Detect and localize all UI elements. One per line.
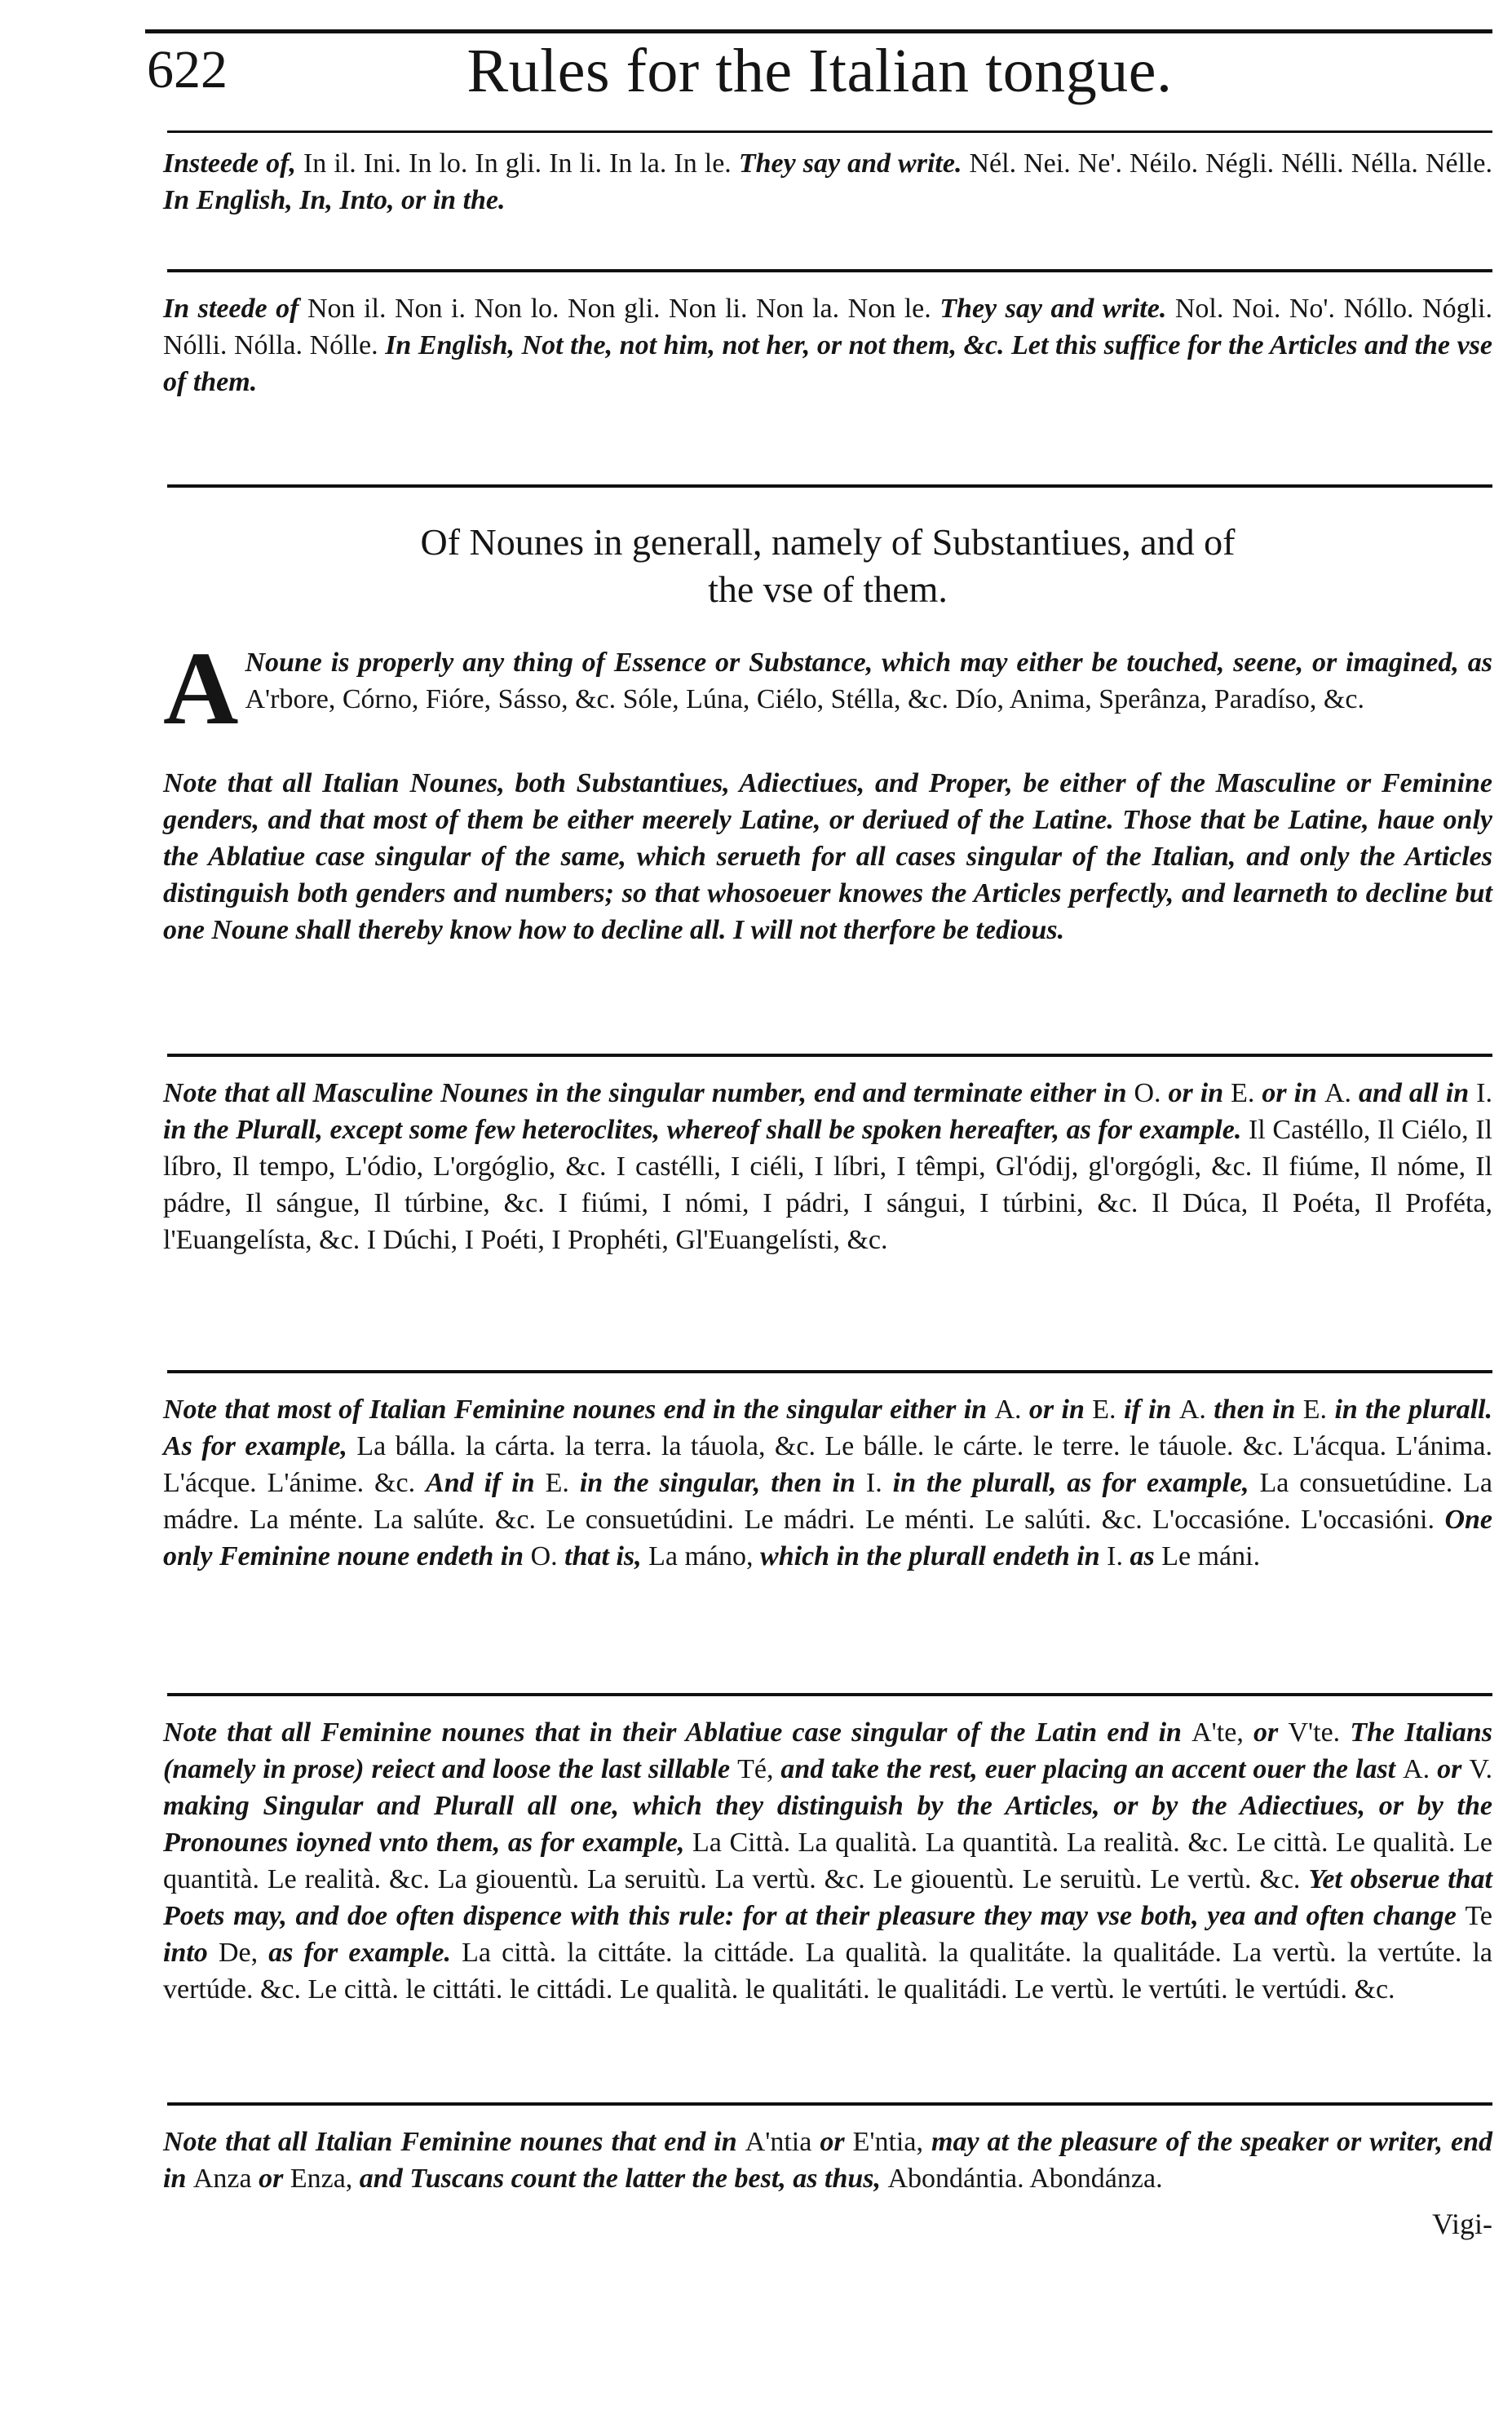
italic-text-run: and take the rest, euer placing an accent ouer the last	[780, 1754, 1404, 1784]
roman-text-run: A'rbore, Córno, Fióre, Sásso, &c. Sóle, Lúna, Ciélo, Stélla, &c. Dío, Anima, Sperânza, Paradíso, &c.	[245, 684, 1364, 714]
paragraph-feminine-antia-entia	[163, 2124, 1492, 2197]
roman-text-run: De,	[218, 1938, 269, 1968]
italic-text-run: in the plurall. As for example,	[163, 1395, 1492, 1461]
roman-text-run: Non il. Non i. Non lo. Non gli. Non li. Non la. Non le.	[307, 294, 940, 324]
italic-text-run: into	[163, 1938, 219, 1968]
page-header	[147, 31, 1492, 129]
roman-text-run: La máno,	[648, 1541, 761, 1571]
roman-text-run: In il. Ini. In lo. In gli. In li. In la. In le.	[303, 148, 739, 179]
roman-text-run: Nol. Noi. No'. Nóllo. Nógli. Nólli. Nólla. Nólle.	[163, 294, 1492, 360]
paragraph-articles-in	[163, 145, 1492, 219]
italic-text-run: or in	[1028, 1395, 1093, 1425]
italic-text-run: may at the pleasure of the speaker or writer, end in	[163, 2127, 1492, 2194]
italic-text-run: and Tuscans count the latter the best, as thus,	[359, 2164, 888, 2194]
italic-text-run: In English, In, Into, or in the.	[163, 185, 506, 215]
italic-text-run: In English, Not the, not him, not her, or not them, &c. Let this suffice for the Articles and the vse of them.	[163, 330, 1492, 397]
italic-text-run: as for example.	[268, 1938, 462, 1968]
italic-text-run: Note that all Italian Nounes, both Substantiues, Adiectiues, and Proper, be either of the Masculine or Feminine genders, and that most of them be either meerely Latine, or deriued of the Latine. Those that be Latine, haue only the Ablatiue case singular of the same, which serueth for all cases singular of the Italian, and only the Articles distinguish both genders and numbers; so that whosoeuer knowes the Articles perfectly, and learneth to decline but one Noune shall thereby know how to decline all. I will not therfore be tedious.	[163, 768, 1492, 945]
roman-text-run: Nél. Nei. Ne'. Néilo. Négli. Nélli. Nélla. Nélle.	[969, 148, 1493, 179]
italic-text-run: which in the plurall endeth in	[760, 1541, 1107, 1571]
roman-text-run: Il Castéllo, Il Ciélo, Il líbro, Il tempo, L'ódio, L'orgóglio, &c. I castélli, I ciéli, I líbri, I têmpi, Gl'ódij, gl'orgógli, &c. Il fiúme, Il nóme, Il pádre, Il sángue, Il túrbine, &c. I fiúmi, I nómi, I pádri, I sángui, I túrbini, &c. Il Dúca, Il Poéta, Il Proféta, l'Euangelísta, &c. I Dúchi, I Poéti, I Prophéti, Gl'Euangelísti, &c.	[163, 1115, 1492, 1255]
italic-text-run: or in	[1262, 1078, 1324, 1108]
section-heading-line-1: Of Nounes in generall, namely of Substantiues, and of	[420, 521, 1236, 563]
paragraph-masculine-nounes	[163, 1075, 1492, 1258]
italic-text-run: One only Feminine noune endeth in	[163, 1505, 1492, 1571]
italic-text-run: or	[1437, 1754, 1470, 1784]
roman-text-run: Te	[1465, 1901, 1492, 1931]
header-rule	[167, 130, 1492, 133]
running-title: Rules for the Italian tongue.	[466, 37, 1173, 105]
roman-text-run: A.	[1403, 1754, 1438, 1784]
italic-text-run: Note that all Feminine nounes that in their Ablatiue case singular of the Latin end in	[163, 1717, 1192, 1748]
italic-text-run: as	[1130, 1541, 1162, 1571]
section-heading	[163, 519, 1492, 613]
page-number: 622	[147, 40, 228, 99]
roman-text-run: La consuetúdine. La mádre. La ménte. La salúte. &c. Le consuetúdini. Le mádri. Le ménti. Le salúti. &c. L'occasióne. L'occasióni.	[163, 1468, 1492, 1535]
italic-text-run: in the singular, then in	[579, 1468, 866, 1498]
divider-rule	[167, 2102, 1492, 2106]
italic-text-run: if in	[1123, 1395, 1179, 1425]
italic-text-run: and all in	[1359, 1078, 1477, 1108]
section-heading-line-2: the vse of them.	[708, 568, 948, 610]
section-intro	[163, 630, 1492, 746]
paragraph-articles-non	[163, 290, 1492, 400]
paragraph-feminine-nounes	[163, 1391, 1492, 1575]
divider-rule	[167, 1054, 1492, 1057]
italic-text-run: Note that all Masculine Nounes in the singular number, end and terminate either in	[163, 1078, 1134, 1108]
italic-text-run: And if in	[426, 1468, 546, 1498]
roman-text-run: Anza	[192, 2164, 259, 2194]
italic-text-run: Noune is properly any thing of Essence or Substance, which may either be touched, seene, or imagined, as	[245, 648, 1492, 678]
italic-text-run: or	[820, 2127, 853, 2157]
divider-rule	[167, 1370, 1492, 1373]
roman-text-run: V'te.	[1288, 1717, 1351, 1748]
roman-text-run: La bálla. la cárta. la terra. la táuola, &c. Le bálle. le cárte. le terre. le táuole. &c. L'ácqua. L'ánima. L'ácque. L'ánime. &c.	[163, 1431, 1492, 1498]
roman-text-run: La Città. La qualità. La quantità. La realità. &c. Le città. Le qualità. Le quantità. Le realità. &c. La giouentù. La seruitù. La vertù. &c. Le giouentù. Le seruitù. Le vertù. &c.	[163, 1828, 1492, 1894]
roman-text-run: O.	[530, 1541, 565, 1571]
italic-text-run: Insteede of,	[163, 148, 303, 179]
roman-text-run: Té,	[737, 1754, 781, 1784]
italic-text-run: in the plurall, as for example,	[892, 1468, 1260, 1498]
italic-text-run: making Singular and Plurall all one, which they distinguish by the Articles, or by the Adiectiues, or by the Pronounes ioyned vnto them, as for example,	[163, 1791, 1492, 1858]
italic-text-run: or	[259, 2164, 290, 2194]
roman-text-run: A'te,	[1191, 1717, 1254, 1748]
section-note	[163, 765, 1492, 948]
roman-text-run: I.	[1476, 1078, 1492, 1108]
roman-text-run: Abondántia. Abondánza.	[887, 2164, 1163, 2194]
italic-text-run: in the Plurall, except some few heteroclites, whereof shall be spoken hereafter, as for example.	[163, 1115, 1249, 1145]
italic-text-run: Yet obserue that Poets may, and doe often dispence with this rule: for at their pleasure they may vse both, yea and often change	[163, 1864, 1492, 1931]
divider-rule	[167, 269, 1492, 272]
italic-text-run: then in	[1214, 1395, 1303, 1425]
paragraph-feminine-ate-ute	[163, 1714, 1492, 2008]
italic-text-run: or in	[1168, 1078, 1231, 1108]
drop-cap: A	[163, 630, 239, 746]
italic-text-run: They say and write.	[738, 148, 970, 179]
roman-text-run: E.	[1231, 1078, 1262, 1108]
roman-text-run: Le máni.	[1161, 1541, 1261, 1571]
roman-text-run: Enza,	[290, 2164, 360, 2194]
italic-text-run: In steede of	[163, 294, 307, 324]
divider-rule	[167, 1693, 1492, 1696]
roman-text-run: O.	[1134, 1078, 1169, 1108]
italic-text-run: that is,	[564, 1541, 649, 1571]
italic-text-run: They say and write.	[939, 294, 1175, 324]
italic-text-run: Note that all Italian Feminine nounes that end in	[163, 2127, 745, 2157]
roman-text-run: La città. la cittáte. la cittáde. La qualità. la qualitáte. la qualitáde. La vertù. la vertúte. la vertúde. &c. Le città. le cittáti. le cittádi. Le qualità. le qualitáti. le qualitádi. Le vertù. le vertúti. le vertúdi. &c.	[163, 1938, 1493, 2005]
divider-rule	[167, 484, 1492, 488]
roman-text-run: E.	[1302, 1395, 1335, 1425]
roman-text-run: A.	[994, 1395, 1029, 1425]
italic-text-run: or	[1253, 1717, 1289, 1748]
italic-text-run: Note that most of Italian Feminine nounes end in the singular either in	[163, 1395, 995, 1425]
roman-text-run: E.	[545, 1468, 580, 1498]
roman-text-run: A.	[1178, 1395, 1214, 1425]
roman-text-run: V.	[1469, 1754, 1493, 1784]
roman-text-run: I.	[865, 1468, 893, 1498]
roman-text-run: E.	[1092, 1395, 1124, 1425]
catchword: Vigi-	[1432, 2208, 1492, 2240]
roman-text-run: I.	[1107, 1541, 1130, 1571]
roman-text-run: A'ntia	[745, 2127, 820, 2157]
section-intro-text	[245, 648, 1492, 714]
italic-text-run: The Italians (namely in prose) reiect and loose the last sillable	[163, 1717, 1493, 1784]
roman-text-run: A.	[1324, 1078, 1359, 1108]
roman-text-run: E'ntia,	[852, 2127, 931, 2157]
